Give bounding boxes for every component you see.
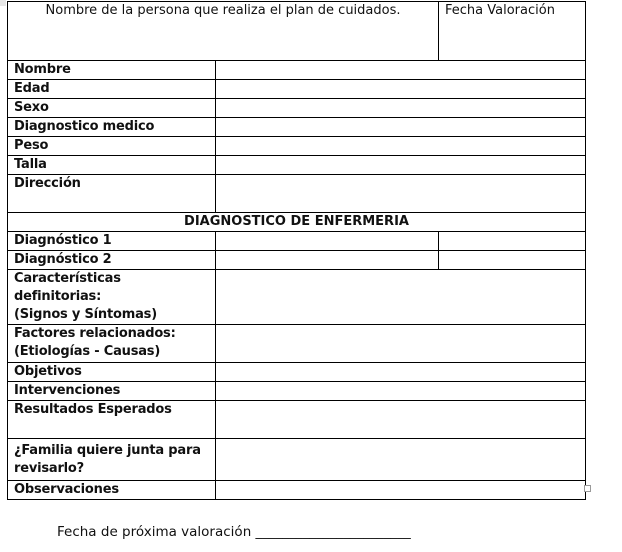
field-value-diagnostico-2-a[interactable] xyxy=(216,251,439,270)
page-corner xyxy=(0,0,6,6)
field-value-diagnostico-medico[interactable] xyxy=(216,118,586,137)
field-value-observaciones[interactable] xyxy=(216,481,586,500)
field-label-objetivos: Objetivos xyxy=(8,363,216,382)
field-value-peso[interactable] xyxy=(216,137,586,156)
label-line: ¿Familia quiere junta para xyxy=(14,443,201,458)
field-value-caracteristicas[interactable] xyxy=(216,270,586,325)
field-label-observaciones: Observaciones xyxy=(8,481,216,500)
label-line: revisarlo? xyxy=(14,461,85,476)
assessment-date-label: Fecha Valoración xyxy=(445,3,555,18)
field-value-sexo[interactable] xyxy=(216,99,586,118)
field-label-talla: Talla xyxy=(8,156,216,175)
label-line: (Signos y Síntomas) xyxy=(14,307,157,322)
field-label-intervenciones: Intervenciones xyxy=(8,382,216,401)
field-label-sexo: Sexo xyxy=(8,99,216,118)
care-plan-form xyxy=(7,1,586,500)
table-resize-handle[interactable] xyxy=(584,485,591,492)
field-value-intervenciones[interactable] xyxy=(216,382,586,401)
field-label-direccion: Dirección xyxy=(8,175,216,213)
field-value-nombre[interactable] xyxy=(216,61,586,80)
field-value-objetivos[interactable] xyxy=(216,363,586,382)
field-value-edad[interactable] xyxy=(216,80,586,99)
field-label-factores xyxy=(8,325,216,363)
next-date-label: Fecha de próxima valoración xyxy=(57,524,252,540)
field-value-diagnostico-2-b[interactable] xyxy=(439,251,586,270)
field-label-diagnostico-2: Diagnóstico 2 xyxy=(8,251,216,270)
field-label-familia-junta xyxy=(8,439,216,481)
field-label-edad: Edad xyxy=(8,80,216,99)
field-value-direccion[interactable] xyxy=(216,175,586,213)
field-label-caracteristicas xyxy=(8,270,216,325)
preparer-name-cell[interactable] xyxy=(8,2,439,61)
assessment-date-cell[interactable] xyxy=(439,2,586,61)
label-line: Características definitorias: xyxy=(14,271,121,304)
preparer-name-label: Nombre de la persona que realiza el plan de cuidados. xyxy=(45,3,401,18)
field-label-nombre: Nombre xyxy=(8,61,216,80)
field-label-diagnostico-1: Diagnóstico 1 xyxy=(8,232,216,251)
field-value-factores[interactable] xyxy=(216,325,586,363)
field-label-resultados: Resultados Esperados xyxy=(8,401,216,439)
next-date-blank[interactable]: _______________________ xyxy=(255,524,411,540)
field-value-resultados[interactable] xyxy=(216,401,586,439)
field-value-talla[interactable] xyxy=(216,156,586,175)
field-label-peso: Peso xyxy=(8,137,216,156)
section-title-nursing-diagnosis: DIAGNOSTICO DE ENFERMERIA xyxy=(8,213,586,232)
field-value-diagnostico-1-a[interactable] xyxy=(216,232,439,251)
field-value-familia-junta[interactable] xyxy=(216,439,586,481)
label-line: (Etiologías - Causas) xyxy=(14,344,161,359)
field-label-diagnostico-medico: Diagnostico medico xyxy=(8,118,216,137)
label-line: Factores relacionados: xyxy=(14,326,176,341)
next-assessment-date xyxy=(57,524,411,540)
field-value-diagnostico-1-b[interactable] xyxy=(439,232,586,251)
